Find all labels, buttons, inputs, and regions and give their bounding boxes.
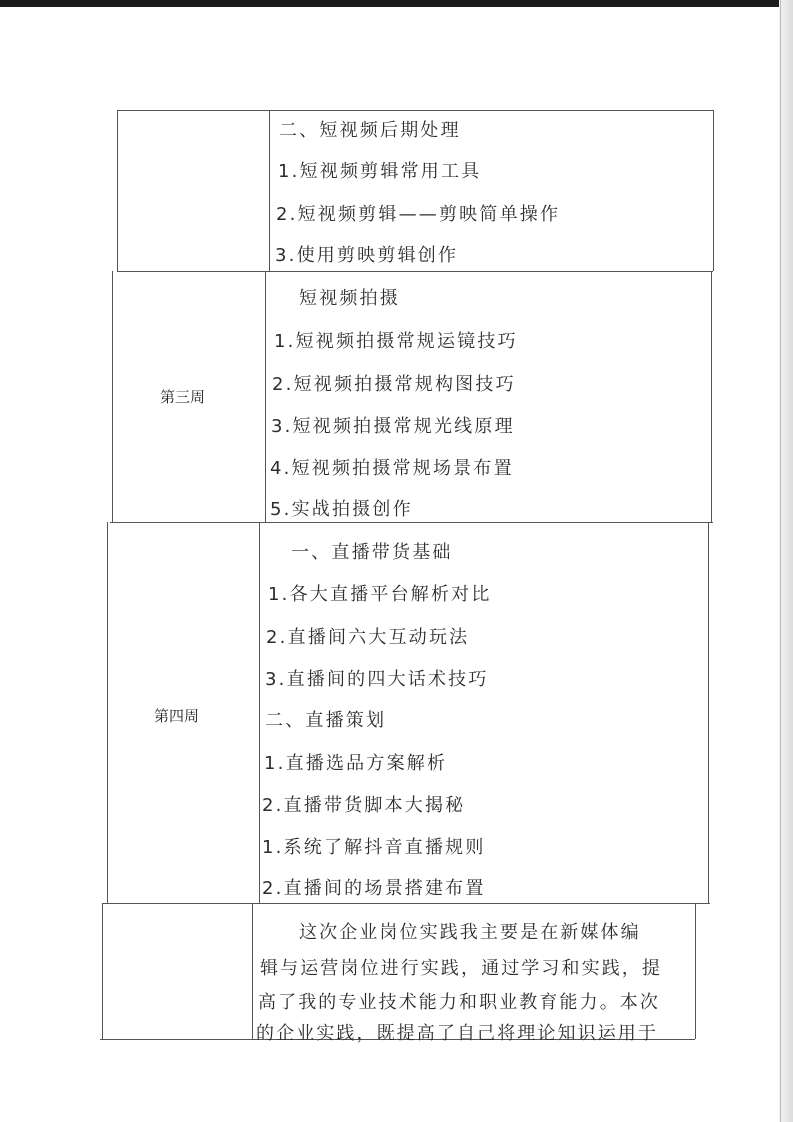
row1-item: 3.使用剪映剪辑创作 [275, 245, 459, 266]
row1-item: 二、短视频后期处理 [279, 120, 461, 141]
row3-item: 1.直播选品方案解析 [264, 753, 448, 774]
row3-item: 2.直播带货脚本大揭秘 [262, 795, 466, 816]
col-mid-row2 [265, 271, 266, 522]
row-divider-1 [117, 271, 713, 272]
col-left-row1 [117, 110, 118, 271]
col-right-row4 [695, 903, 696, 1039]
row2-item: 4.短视频拍摄常规场景布置 [270, 458, 514, 479]
col-right-row3 [708, 522, 709, 903]
row3-item: 2.直播间六大互动玩法 [266, 627, 470, 648]
row3-item: 2.直播间的场景搭建布置 [262, 878, 486, 899]
row3-item: 一、直播带货基础 [291, 542, 453, 563]
row3-item: 二、直播策划 [265, 710, 387, 731]
scan-right-edge [779, 0, 793, 1122]
summary-paragraph-line: 辑与运营岗位进行实践，通过学习和实践，提 [260, 958, 662, 979]
summary-paragraph-line: 这次企业岗位实践我主要是在新媒体编 [299, 922, 641, 943]
col-right-row1 [713, 110, 714, 271]
summary-paragraph-line: 的企业实践，既提高了自己将理论知识运用于 [256, 1023, 658, 1044]
col-left-row2 [112, 271, 113, 522]
col-mid-row4 [252, 903, 253, 1039]
row-divider-3 [103, 903, 710, 904]
col-left-row4 [102, 903, 103, 1039]
row2-item: 3.短视频拍摄常规光线原理 [271, 416, 515, 437]
week-label-3: 第三周 [160, 388, 206, 406]
row2-item: 短视频拍摄 [299, 288, 400, 309]
row2-item: 2.短视频拍摄常规构图技巧 [272, 374, 516, 395]
col-mid-row1 [269, 110, 270, 271]
week-label-4: 第四周 [154, 707, 200, 725]
row3-item: 1.系统了解抖音直播规则 [262, 837, 486, 858]
col-left-row3 [107, 522, 108, 903]
col-right-row2 [711, 271, 712, 522]
summary-paragraph-line: 高了我的专业技术能力和职业教育能力。本次 [258, 992, 660, 1013]
row1-item: 2.短视频剪辑——剪映简单操作 [276, 204, 561, 225]
row3-item: 3.直播间的四大话术技巧 [265, 669, 489, 690]
scan-top-edge [0, 0, 793, 7]
row1-item: 1.短视频剪辑常用工具 [278, 161, 482, 182]
row2-item: 1.短视频拍摄常规运镜技巧 [274, 331, 518, 352]
row2-item: 5.实战拍摄创作 [270, 499, 413, 520]
scan-edge-line [780, 0, 781, 1122]
row-divider-2 [110, 522, 713, 523]
table-border-top [117, 110, 713, 111]
col-mid-row3 [259, 522, 260, 903]
row3-item: 1.各大直播平台解析对比 [268, 584, 492, 605]
